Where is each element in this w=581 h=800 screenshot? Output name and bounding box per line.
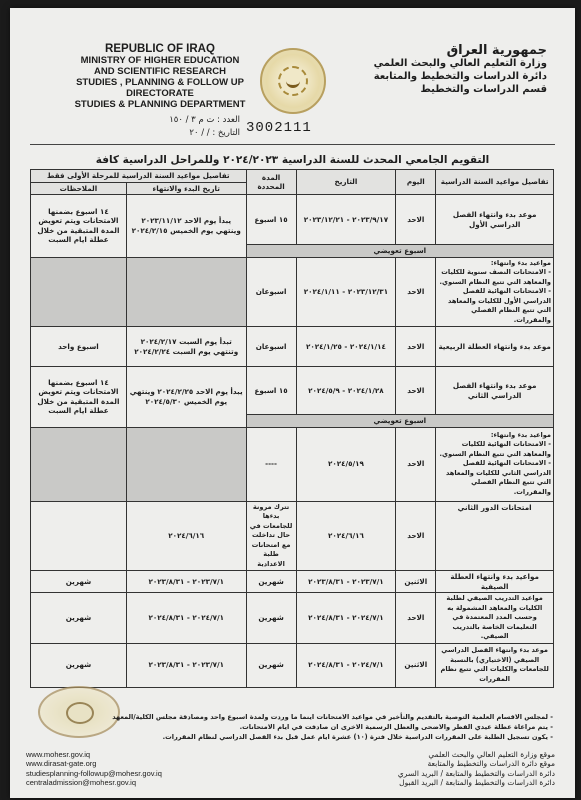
note-item: - يتم مراعاة عطلة عيدي الفطر والاضحى والعطل الرسمية الاخرى ان صادفت في ايام الامتحانات. — [239, 723, 553, 731]
cell-notes: ١٤ اسبوع بضمنها الامتحانات ويتم تعويض المدة المتبقية من خلال عطلة ايام السبت — [31, 367, 127, 428]
cell-duration: شهرين — [246, 643, 296, 687]
footer-label: دائرة الدراسات والتخطيط والمتابعة / البريد القبول — [399, 778, 555, 788]
cell-duration: شهرين — [246, 571, 296, 593]
col-start-end: تاريخ البدء والانتهاء — [126, 182, 246, 195]
en-header-line: REPUBLIC OF IRAQ — [105, 43, 215, 55]
cell-duration: تترك مرونة بدءها للجامعات في حال تداخلت مع امتحانات طلبة الاعدادية — [246, 501, 296, 571]
cell-notes: شهرين — [31, 571, 127, 593]
bullet-item: - الامتحانات النهائية للفصل الدراسي الأول للكليات والمعاهد التي تتبع النظام الفصلي والمقررات. — [448, 287, 551, 324]
cell-day: الاحد — [396, 257, 436, 327]
ar-header-line: قسم الدراسات والتخطيط — [420, 84, 547, 95]
cell-date: ٢٠٢٤/٥/١٩ — [296, 427, 396, 501]
english-letterhead — [50, 44, 270, 110]
cell-duration: ١٥ اسبوع — [246, 367, 296, 415]
col-details: تفاصيل مواعيد السنة الدراسية — [436, 170, 554, 195]
bullet-heading: مواعيد بدء وانتهاء: — [490, 258, 551, 267]
cell-start-end: ٢٠٢٣/٧/١ - ٢٠٢٣/٨/٣١ — [126, 571, 246, 593]
compensation-week: اسبوع تعويضي — [246, 245, 553, 258]
cell-day: الاحد — [396, 327, 436, 367]
cell-details: موعد بدء وانتهاء الفصل الدراسي الأول — [436, 195, 554, 245]
table-row — [31, 327, 554, 367]
bullet-heading: مواعيد بدء وانتهاء: — [490, 430, 551, 439]
arabic-letterhead — [347, 44, 547, 96]
footer-link[interactable]: www.mohesr.gov.iq — [26, 750, 91, 759]
cell-notes: شهرين — [31, 593, 127, 644]
cell-start-end: ٢٠٢٤/٦/١٦ — [126, 501, 246, 571]
ar-header-line: وزارة التعليم العالي والبحث العلمي — [373, 58, 547, 69]
cell-duration: اسبوعان — [246, 257, 296, 327]
footer-link[interactable]: studiesplanning-followup@mohesr.gov.iq — [26, 768, 162, 778]
col-date: التاريخ — [296, 170, 396, 195]
footer-link[interactable]: centraladmission@mohesr.gov.iq — [26, 778, 137, 788]
col-first-stage: تفاصيل مواعيد السنة الدراسية للمرحلة الأولى فقط — [31, 170, 247, 183]
cell-details: موعد بدء وانتهاء الفصل الدراسي الصيفي (الاختياري) بالنسبة للجامعات والكليات التي تتبع نظام المقررات — [436, 643, 554, 687]
table-header-row — [31, 170, 554, 183]
table-row — [31, 643, 554, 687]
cell-details: امتحانات الدور الثاني — [436, 501, 554, 571]
ar-header-line: دائرة الدراسات والتخطيط والمتابعة — [373, 71, 547, 82]
en-header-line: MINISTRY OF HIGHER EDUCATION — [80, 55, 240, 66]
cell-start-end — [126, 427, 246, 501]
cell-duration: اسبوعان — [246, 327, 296, 367]
document-page — [10, 8, 575, 798]
cell-start-end: ٢٠٢٤/٧/١ - ٢٠٢٤/٨/٣١ — [126, 593, 246, 644]
table-row — [31, 571, 554, 593]
cell-day: الاحد — [396, 427, 436, 501]
footer-label: موقع وزارة التعليم العالي والبحث العلمي — [428, 750, 555, 759]
table-row — [31, 195, 554, 245]
cell-details: مواعيد بدء وانتهاء العطلة الصيفية — [436, 571, 554, 593]
footer-link[interactable]: www.dirasat-gate.org — [26, 759, 97, 769]
footer-links-en — [26, 750, 162, 788]
cell-details: مواعيد التدريب الصيفي لطلبة الكليات والمعاهد المشمولة به وحسب المدد المعتمدة في التعليمات الخاصة بالتدريب الصيفي. — [436, 593, 554, 644]
cell-notes — [31, 427, 127, 501]
cell-start-end — [126, 257, 246, 327]
cell-details — [436, 427, 554, 501]
cell-start-end: تبدأ يوم السبت ٢٠٢٤/٢/١٧ وتنتهي يوم السبت ٢٠٢٤/٢/٢٤ — [126, 327, 246, 367]
table-row — [31, 501, 554, 571]
bullet-item: - الامتحانات النصف سنوية للكليات والمعاهد التي تتبع النظام السنوي. — [439, 268, 551, 286]
footer-links-ar — [398, 750, 555, 788]
cell-start-end: يبدأ يوم الاحد ٢٠٢٤/٢/٢٥ وينتهي يوم الخميس ٢٠٢٤/٥/٣٠ — [126, 367, 246, 428]
cell-date: ٢٠٢٣/٩/١٧ - ٢٠٢٣/١٢/٢١ — [296, 195, 396, 245]
cell-date: ٢٠٢٤/١/١٤ - ٢٠٢٤/١/٢٥ — [296, 327, 396, 367]
calendar-table — [30, 169, 554, 688]
cell-date: ٢٠٢٣/١٢/٣١ - ٢٠٢٤/١/١١ — [296, 257, 396, 327]
cell-date: ٢٠٢٤/٧/١ - ٢٠٢٤/٨/٣١ — [296, 593, 396, 644]
cell-notes: ١٤ اسبوع بضمنها الامتحانات ويتم تعويض المدة المتبقية من خلال عطلة ايام السبت — [31, 195, 127, 258]
table-row — [31, 257, 554, 327]
header-divider — [30, 144, 555, 145]
note-item: - يكون تسجيل الطلبة على المقررات الدراسية خلال فترة (١٠) عشرة ايام عمل قبل بدء الفصل الدراسي لنظام المقررات. — [162, 733, 553, 741]
en-header-line: STUDIES , PLANNING & FOLLOW UP DIRECTORATE — [76, 77, 244, 99]
cell-date: ٢٠٢٤/١/٢٨ - ٢٠٢٤/٥/٩ — [296, 367, 396, 415]
cell-notes — [31, 501, 127, 571]
ref-number: العدد : ت م ٣ / ١٥٠ — [169, 115, 240, 125]
bullet-item: - الامتحانات النهائية للفصل الدراسي الثاني للكليات والمعاهد التي تتبع النظام الفصلي والمقررات. — [445, 459, 551, 496]
cell-notes — [31, 257, 127, 327]
cell-details — [436, 257, 554, 327]
cell-details: موعد بدء وانتهاء العطلة الربيعية — [436, 327, 554, 367]
footer-label: دائرة الدراسات والتخطيط والمتابعة / البريد السري — [397, 768, 555, 778]
cell-duration: ١٥ اسبوع — [246, 195, 296, 245]
cell-date: ٢٠٢٣/٧/١ - ٢٠٢٣/٨/٣١ — [296, 571, 396, 593]
cell-details: موعد بدء وانتهاء الفصل الدراسي الثاني — [436, 367, 554, 415]
table-row — [31, 593, 554, 644]
cell-date: ٢٠٢٤/٦/١٦ — [296, 501, 396, 571]
cell-day: الاثنين — [396, 571, 436, 593]
reference-block — [130, 114, 240, 140]
ministry-seal-icon — [260, 48, 326, 114]
footer-label: موقع دائرة الدراسات والتخطيط والمتابعة — [427, 759, 555, 769]
cell-duration: شهرين — [246, 593, 296, 644]
cell-day: الاحد — [396, 593, 436, 644]
table-row — [31, 367, 554, 415]
notes-section — [40, 713, 553, 743]
cell-day: الاحد — [396, 195, 436, 245]
cell-duration: ---- — [246, 427, 296, 501]
en-header-line: STUDIES & PLANNING DEPARTMENT — [74, 99, 246, 110]
en-header-line: AND SCIENTIFIC RESEARCH — [94, 66, 226, 77]
cell-day: الاحد — [396, 367, 436, 415]
col-duration: المدة المحددة — [246, 170, 296, 195]
cell-notes: اسبوع واحد — [31, 327, 127, 367]
cell-day: الاحد — [396, 501, 436, 571]
serial-number: 3002111 — [246, 120, 312, 136]
cell-start-end: يبدأ يوم الاحد ٢٠٢٣/١١/١٢ وينتهي يوم الخميس ٢٠٢٤/٢/١٥ — [126, 195, 246, 258]
col-day: اليوم — [396, 170, 436, 195]
col-notes: الملاحظات — [31, 182, 127, 195]
document-title: التقويم الجامعي المحدث للسنة الدراسية ٢٠٢٤/٢٠٢٣ وللمراحل الدراسية كافة — [95, 154, 490, 166]
bullet-item: - الامتحانات النهائية للكليات والمعاهد التي تتبع النظام السنوي. — [439, 440, 551, 458]
cell-date: ٢٠٢٤/٧/١ - ٢٠٢٤/٨/٣١ — [296, 643, 396, 687]
compensation-week: اسبوع تعويضي — [246, 415, 553, 428]
note-item: - لمجلس الاقسام العلمية التوصية بالتقديم والتأخير في مواعيد الامتحانات اينما ما وردت ولمدة اسبوع واحد ومصادقة مجلس الكلية/المعهد — [112, 713, 553, 721]
cell-day: الاثنين — [396, 643, 436, 687]
cell-start-end: ٢٠٢٣/٧/١ - ٢٠٢٣/٨/٣١ — [126, 643, 246, 687]
ref-date: التاريخ : / / ٢٠ — [189, 128, 240, 138]
table-row — [31, 427, 554, 501]
cell-notes: شهرين — [31, 643, 127, 687]
ar-header-line: جمهورية العراق — [446, 43, 547, 58]
